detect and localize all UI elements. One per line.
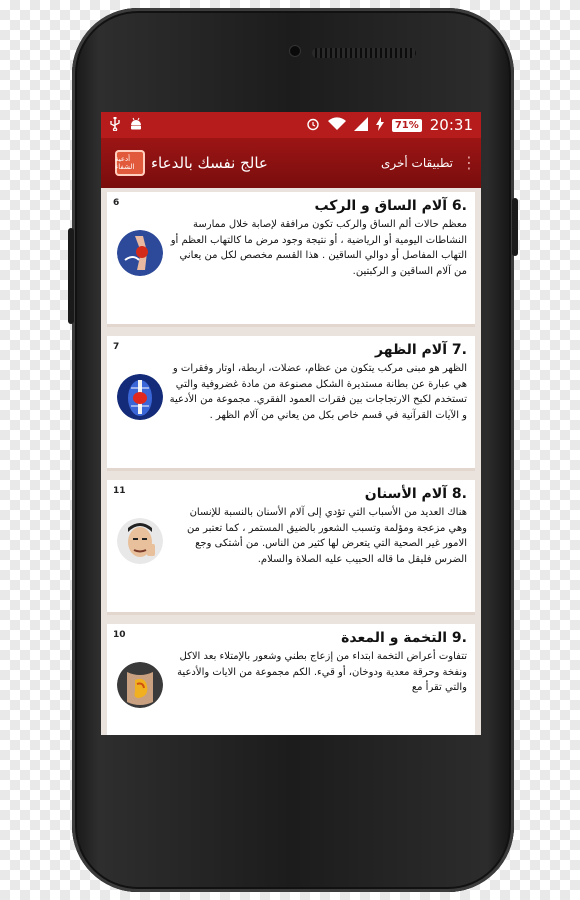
status-clock: 20:31 [429, 116, 473, 134]
item-title: .7 آلام الظهر [375, 342, 467, 358]
signal-icon [354, 117, 368, 134]
item-badge: 10 [113, 630, 126, 640]
overflow-menu-icon[interactable]: ⋮ [461, 153, 477, 172]
wifi-icon [328, 117, 346, 134]
toothache-icon [117, 518, 163, 564]
list-item[interactable] [107, 192, 475, 327]
item-text [169, 486, 467, 567]
articles-list[interactable] [101, 188, 481, 735]
other-apps-button[interactable]: تطبيقات أخرى [380, 156, 453, 170]
app-bar [101, 138, 481, 188]
item-title: .9 التخمة و المعدة [341, 630, 467, 646]
stomach-pain-icon [117, 662, 163, 708]
item-title: .8 آلام الأسنان [364, 486, 467, 502]
item-title: .6 آلام الساق و الركب [314, 198, 467, 214]
item-badge: 11 [113, 486, 126, 496]
list-item[interactable] [107, 336, 475, 471]
item-text [169, 198, 467, 279]
earpiece-speaker [312, 48, 416, 58]
item-badge: 6 [113, 198, 120, 208]
list-item[interactable] [107, 624, 475, 735]
charging-bolt-icon [376, 117, 384, 134]
item-badge: 7 [113, 342, 120, 352]
android-debug-icon [129, 117, 143, 134]
alarm-icon [306, 117, 320, 134]
knee-pain-icon [117, 230, 163, 276]
phone-screen [101, 112, 481, 735]
item-text [169, 342, 467, 423]
item-body: تتفاوت أعراض التخمة ابتداء من إزعاج بطني وشعور بالإمتلاء بعد الاكل ونفخة وحرقة معدية ودوخان، أو قيء. الكم مجموعة من الايات والأدعية والتي تقرأ مع [177, 651, 467, 693]
item-body: الظهر هو مبنى مركب يتكون من عظام، عضلات، اربطة، اوتار وفقرات و هي عبارة عن بطانة مستديرة الشكل مصنوعة من مادة غضروفية والتي تستخدم لكبح الارتجاجات بين فقرات العمود الفقري. مجموعة من الأدعية و الآيات القرآنية في قسم خاص بكل من يعاني من آلام الظهر . [169, 363, 467, 421]
power-button [512, 198, 518, 256]
usb-icon [109, 117, 121, 134]
status-bar [101, 112, 481, 138]
item-text [169, 630, 467, 696]
app-logo[interactable]: أدعية الشفاء [115, 150, 145, 176]
front-camera [290, 46, 300, 56]
battery-indicator: 71% [392, 119, 422, 132]
spine-pain-icon [117, 374, 163, 420]
item-body: معظم حالات ألم الساق والركب تكون مرافقة لإصابة خلال ممارسة النشاطات اليومية أو الرياضية ، أو نتيجة وجود مرض ما كالتهاب العظم أو التهاب المفاصل أو دوالي الساقين . هذا القسم مخصص لكل من يعاني من آلام الساقين و الركبتين. [170, 219, 467, 277]
list-item[interactable] [107, 480, 475, 615]
volume-rocker [68, 228, 74, 324]
item-body: هناك العديد من الأسباب التي تؤدي إلى آلام الأسنان بالنسبة للإنسان وهي مزعجة ومؤلمة وتسبب الشعور بالضيق المستمر ، كما تعتبر من الامور غير الصحية التي يتعرض لها كثير من الناس. من أشتكى وجع الضرس فليقل ما قاله الحبيب عليه الصلاة والسلام. [186, 507, 467, 565]
app-title: عالج نفسك بالدعاء [151, 154, 268, 172]
